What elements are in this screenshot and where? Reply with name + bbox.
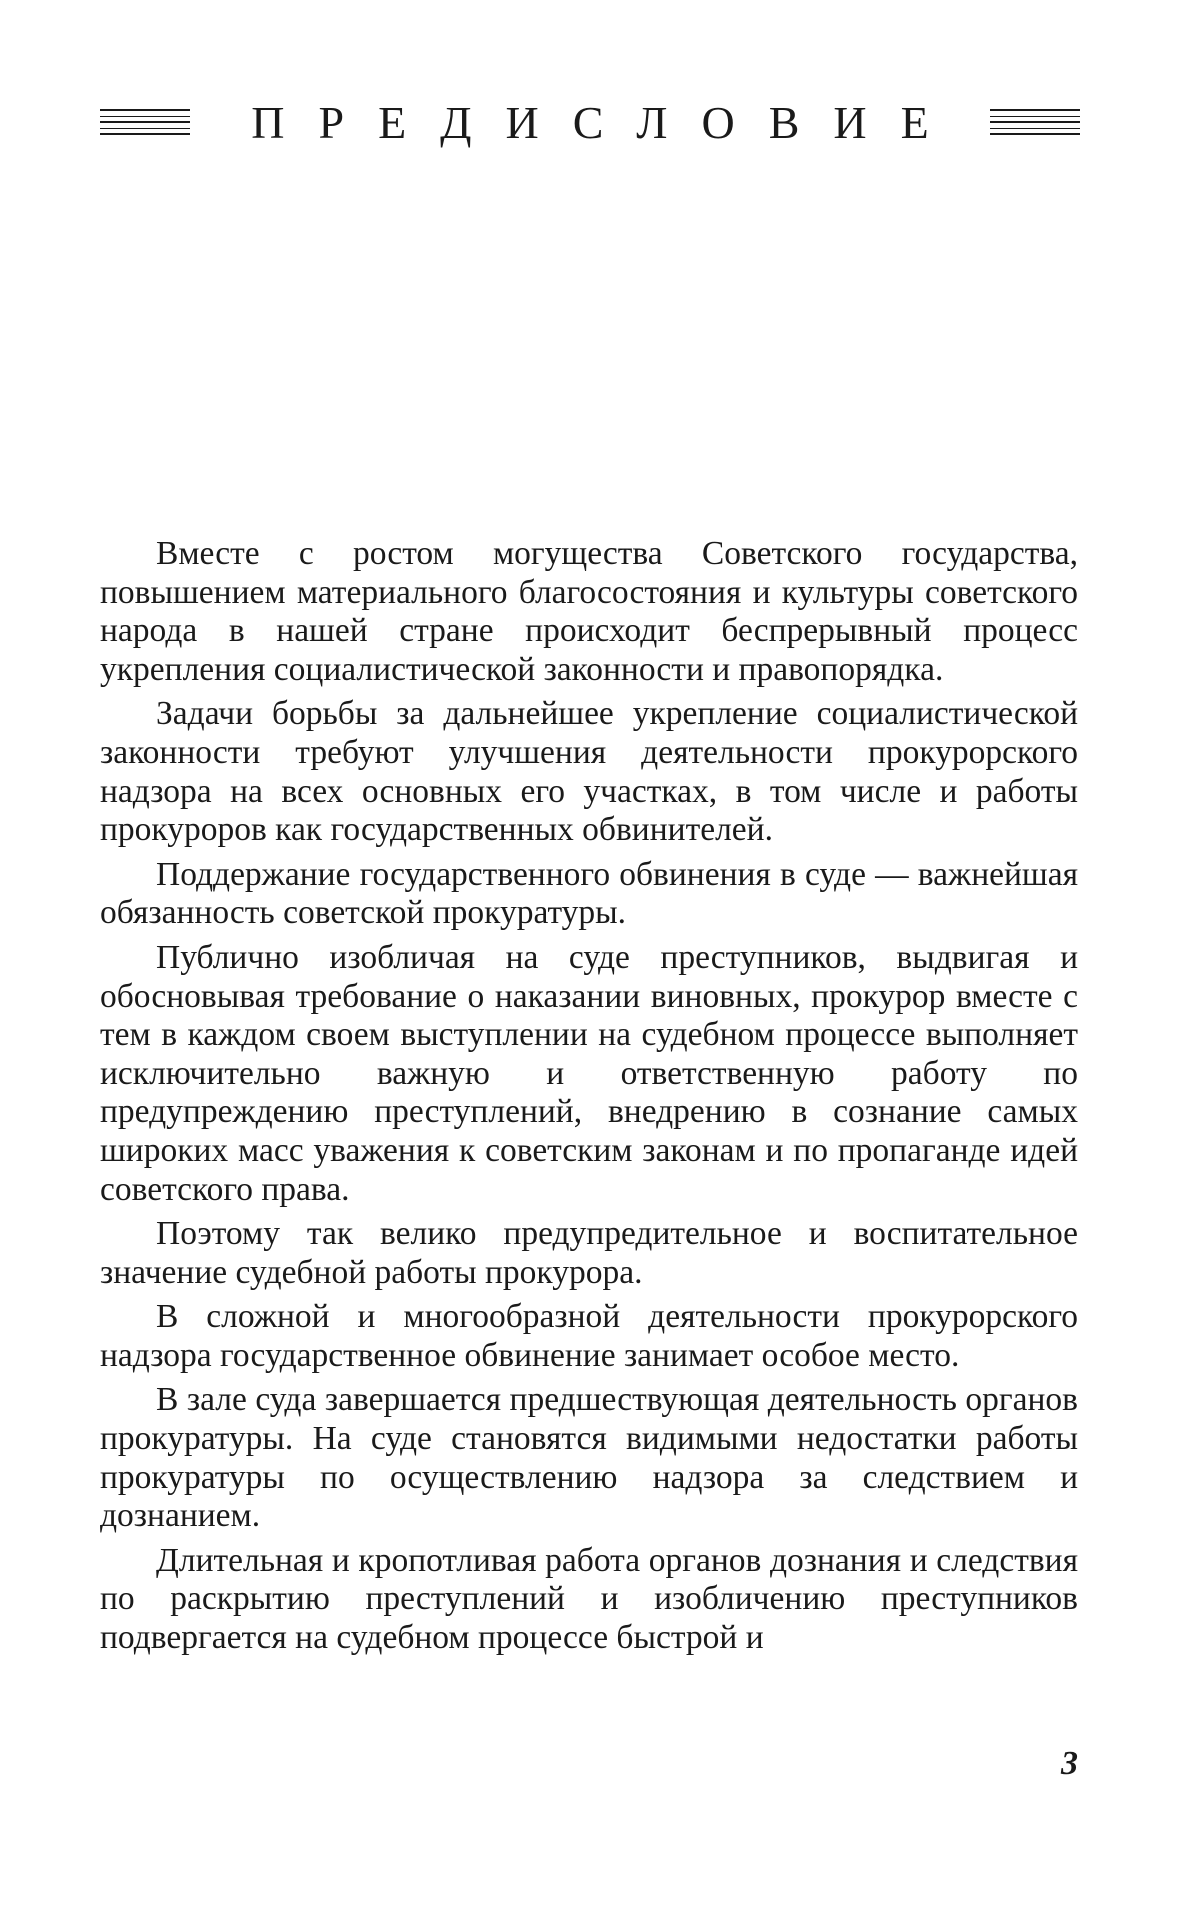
paragraph: Задачи борьбы за дальнейшее укрепление социалистической законности требуют улучшения деятельности прокурорского надзора на всех основных его участках, в том числе и работы прокуроров как государственных обвинителей. xyxy=(100,695,1078,849)
paragraph: Поэтому так велико предупредительное и воспитательное значение судебной работы прокурора. xyxy=(100,1215,1078,1291)
left-ornament-icon xyxy=(100,109,190,135)
chapter-title: ПРЕДИСЛОВИЕ xyxy=(251,96,963,148)
chapter-header xyxy=(100,92,1080,152)
right-ornament-icon xyxy=(990,109,1080,135)
page-number: 3 xyxy=(1061,1745,1078,1782)
paragraph: Поддержание государственного обвинения в суде — важнейшая обязанность советской прокуратуры. xyxy=(100,855,1078,932)
paragraph: В зале суда завершается предшествующая деятельность органов прокуратуры. На суде становятся видимыми недостатки работы прокуратуры по осуществлению надзора за следствием и дознанием. xyxy=(100,1381,1078,1535)
paragraph: Длительная и кропотливая работа органов дознания и следствия по раскрытию преступлений и изобличению преступников подвергается на судебном процессе быстрой и xyxy=(100,1541,1078,1657)
paragraph: Публично изобличая на суде преступников, выдвигая и обосновывая требование о наказании виновных, прокурор вместе с тем в каждом своем выступлении на судебном процессе выполняет исключительно важную и ответственную работу по предупреждению преступлений, внедрению в сознание самых широких масс уважения к советским законам и по пропаганде идей советского права. xyxy=(100,938,1078,1208)
paragraph: Вместе с ростом могущества Советского государства, повышением материального благосостояния и культуры советского народа в нашей стране происходит беспрерывный процесс укрепления социалистической законности и правопорядка. xyxy=(100,535,1078,688)
body-text xyxy=(100,535,1078,1664)
paragraph: В сложной и многообразной деятельности прокурорского надзора государственное обвинение занимает особое место. xyxy=(100,1298,1078,1374)
